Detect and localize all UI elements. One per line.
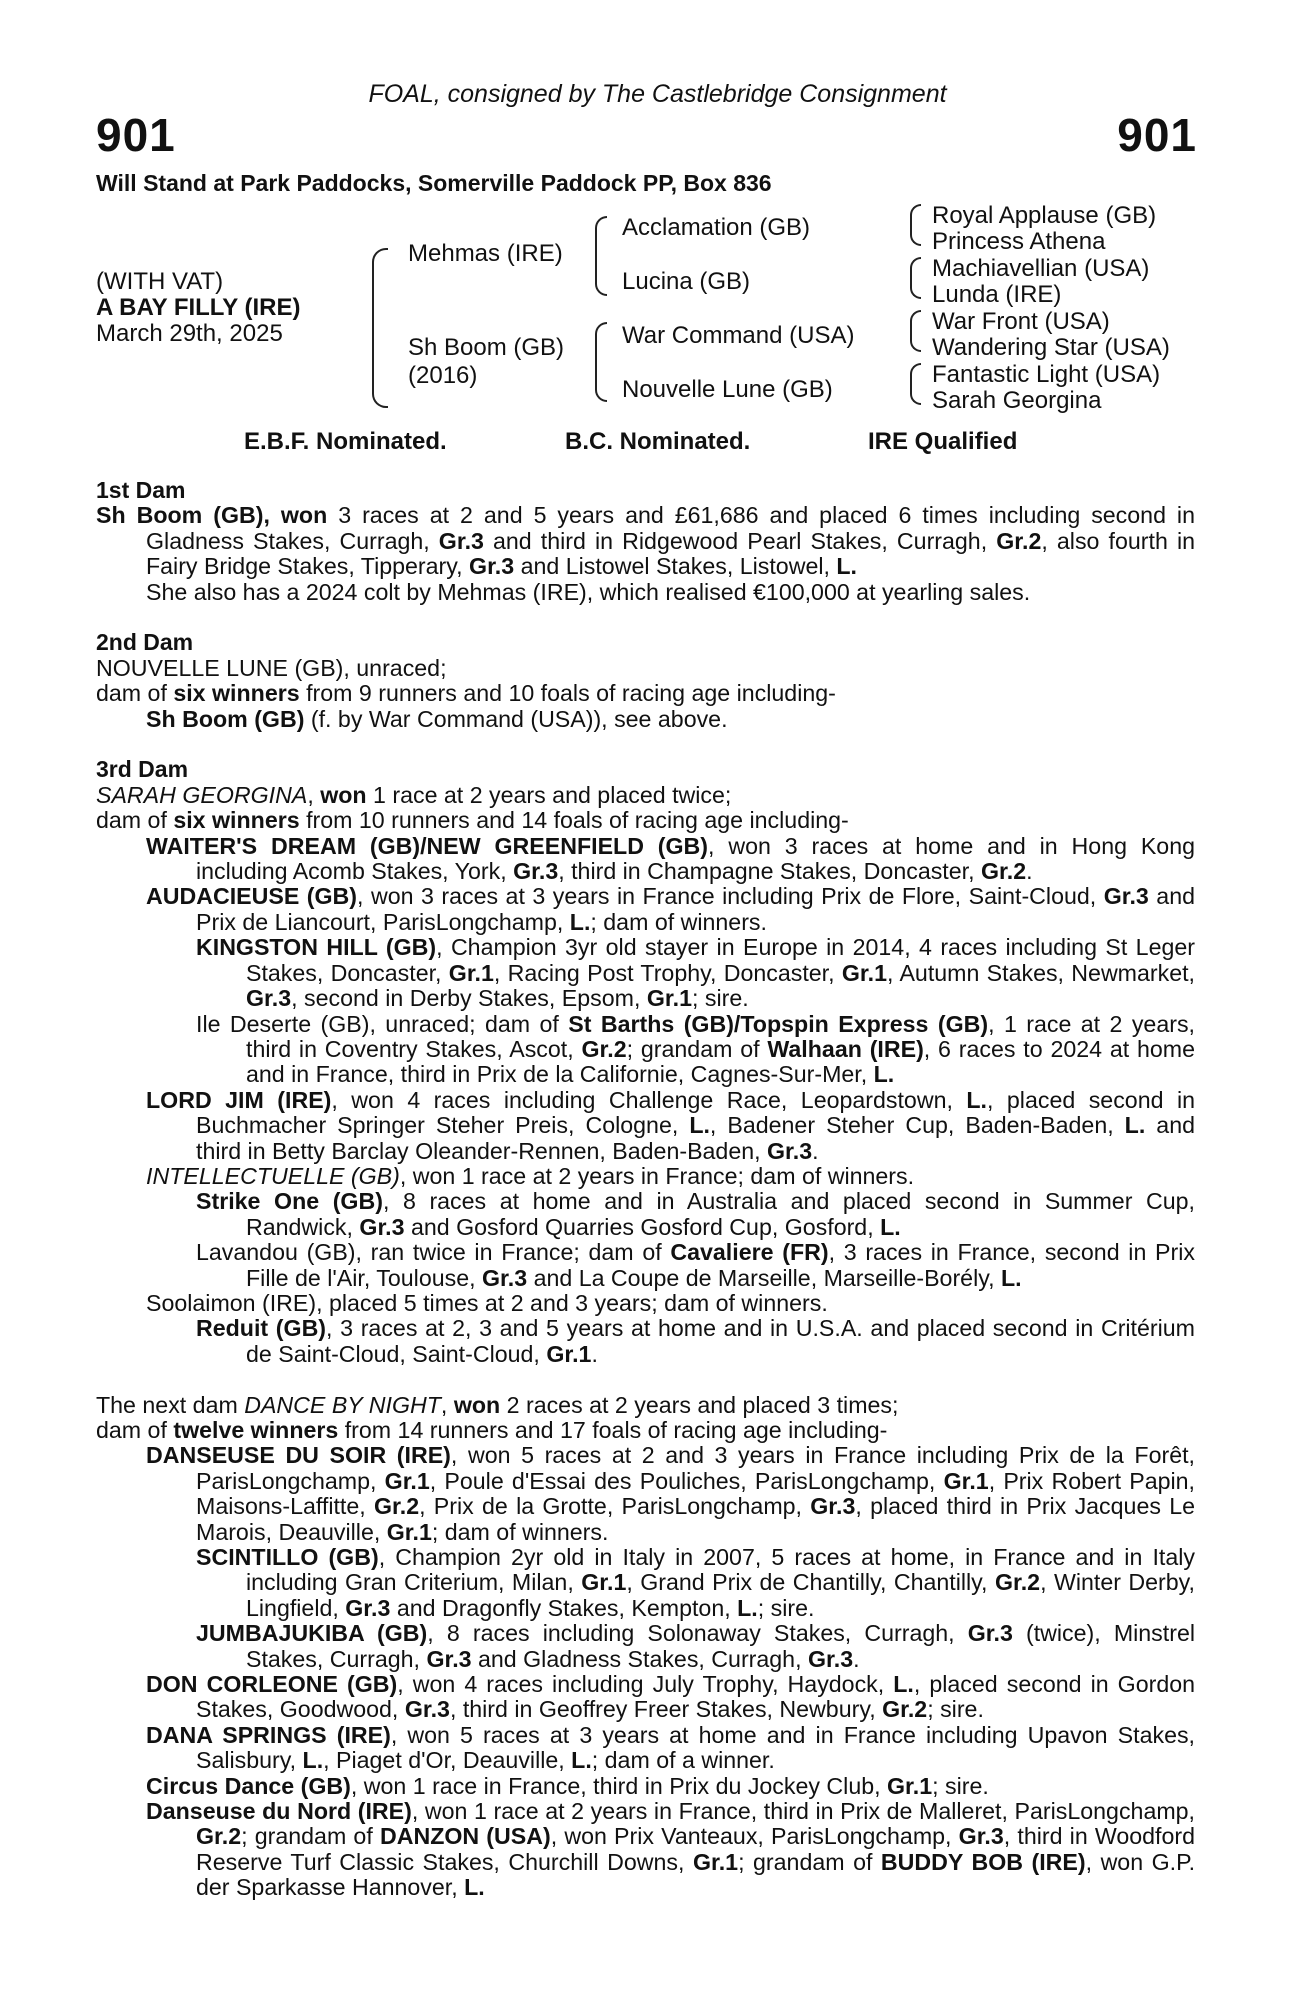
pedigree-brace-g78	[910, 363, 921, 405]
next-dam-entry: JUMBAJUKIBA (GB), 8 races including Solonaway Stakes, Curragh, Gr.3 (twice), Minstrel Stakes, Curragh, Gr.3 and Gladness Stakes, Curragh, Gr.3.	[196, 1620, 1195, 1672]
first-dam-record: Sh Boom (GB), won 3 races at 2 and 5 years and £61,686 and placed 6 times including second in Gladness Stakes, Curragh, Gr.3 and third in Ridgewood Pearl Stakes, Curragh, Gr.2, also fourth in Fairy Bridge Stakes, Tipperary, Gr.3 and Listowel Stakes, Listowel, L.	[96, 502, 1195, 580]
second-dam-heading: 2nd Dam	[96, 629, 194, 656]
horse-name: A BAY FILLY (IRE)	[96, 294, 301, 321]
second-dam-line: NOUVELLE LUNE (GB), unraced;	[96, 654, 447, 681]
first-dam-note: She also has a 2024 colt by Mehmas (IRE), which realised €100,000 at yearling sales.	[146, 578, 1031, 605]
vat-label: (WITH VAT)	[96, 268, 224, 295]
next-dam-entry: SCINTILLO (GB), Champion 2yr old in Italy in 2007, 5 races at home, in France and in Italy including Gran Criterium, Milan, Gr.1, Grand Prix de Chantilly, Chantilly, Gr.2, Winter Derby, Lingfield, Gr.3 and Dragonfly Stakes, Kempton, L.; sire.	[196, 1544, 1195, 1621]
granddam-2: Princess Athena	[932, 228, 1106, 255]
pedigree-brace-main	[372, 248, 388, 408]
ire-qualified: IRE Qualified	[868, 428, 1018, 455]
pedigree-brace-sire	[595, 216, 607, 296]
third-dam-entry: Strike One (GB), 8 races at home and in Australia and placed second in Summer Cup, Randwick, Gr.3 and Gosford Quarries Gosford Cup, Gosford, L.	[196, 1188, 1195, 1240]
stand-location: Will Stand at Park Paddocks, Somerville Paddock PP, Box 836	[96, 170, 772, 196]
third-dam-entry: WAITER'S DREAM (GB)/NEW GREENFIELD (GB), won 3 races at home and in Hong Kong including Acomb Stakes, York, Gr.3, third in Champagne Stakes, Doncaster, Gr.2.	[146, 832, 1195, 885]
lot-number-right: 901	[1117, 109, 1197, 161]
next-dam-entry: DANA SPRINGS (IRE), won 5 races at 3 years at home and in France including Upavon Stakes, Salisbury, L., Piaget d'Or, Deauville, L.; dam of a winner.	[146, 1721, 1195, 1774]
dam-dam: Nouvelle Lune (GB)	[622, 376, 833, 403]
next-dam-produce: dam of twelve winners from 14 runners and 17 foals of racing age including-	[96, 1416, 888, 1443]
third-dam-entry: Soolaimon (IRE), placed 5 times at 2 and 3 years; dam of winners.	[146, 1289, 828, 1316]
dam-year: (2016)	[408, 362, 478, 389]
grandsire-5: War Front (USA)	[932, 308, 1110, 335]
grandsire-7: Fantastic Light (USA)	[932, 361, 1161, 388]
sire-sire: Acclamation (GB)	[622, 214, 811, 241]
sire-name: Mehmas (IRE)	[408, 240, 563, 267]
next-dam-line: The next dam DANCE BY NIGHT, won 2 races at 2 years and placed 3 times;	[96, 1391, 899, 1418]
third-dam-heading: 3rd Dam	[96, 756, 189, 783]
lot-number-left: 901	[96, 109, 176, 161]
second-dam-produce: dam of six winners from 9 runners and 10 foals of racing age including-	[96, 680, 836, 707]
third-dam-entry: Ile Deserte (GB), unraced; dam of St Barths (GB)/Topspin Express (GB), 1 race at 2 years, third in Coventry Stakes, Ascot, Gr.2; grandam of Walhaan (IRE), 6 races to 2024 at home and in France, third in Prix de la Californie, Cagnes-Sur-Mer, L.	[196, 1010, 1195, 1088]
pedigree-brace-g12	[910, 204, 921, 246]
grandsire-3: Machiavellian (USA)	[932, 255, 1150, 282]
sire-dam: Lucina (GB)	[622, 268, 751, 295]
third-dam-entry: Lavandou (GB), ran twice in France; dam of Cavaliere (FR), 3 races in France, second in Prix Fille de l'Air, Toulouse, Gr.3 and La Coupe de Marseille, Marseille-Borély, L.	[196, 1239, 1195, 1291]
next-dam-entry: Circus Dance (GB), won 1 race in France, third in Prix du Jockey Club, Gr.1; sire.	[146, 1772, 989, 1799]
consignment-line: FOAL, consigned by The Castlebridge Consignment	[368, 80, 947, 108]
second-dam-winner: Sh Boom (GB) (f. by War Command (USA)), see above.	[146, 705, 728, 732]
next-dam-entry: Danseuse du Nord (IRE), won 1 race at 2 years in France, third in Prix de Malleret, ParisLongchamp, Gr.2; grandam of DANZON (USA), won Prix Vanteaux, ParisLongchamp, Gr.3, third in Woodford Reserve Turf Classic Stakes, Churchill Downs, Gr.1; grandam of BUDDY BOB (IRE), won G.P. der Sparkasse Hannover, L.	[146, 1798, 1196, 1901]
grandsire-1: Royal Applause (GB)	[932, 202, 1157, 229]
pedigree-brace-g34	[910, 257, 921, 299]
pedigree-brace-g56	[910, 310, 921, 352]
pedigree-brace-dam	[595, 322, 607, 402]
third-dam-entry: INTELLECTUELLE (GB), won 1 race at 2 years in France; dam of winners.	[146, 1162, 915, 1189]
next-dam-entry: DANSEUSE DU SOIR (IRE), won 5 races at 2 and 3 years in France including Prix de la Forêt, ParisLongchamp, Gr.1, Poule d'Essai des Pouliches, ParisLongchamp, Gr.1, Prix Robert Papin, Maisons-Laffitte, Gr.2, Prix de la Grotte, ParisLongchamp, Gr.3, placed third in Prix Jacques Le Marois, Deauville, Gr.1; dam of winners.	[146, 1442, 1195, 1545]
third-dam-entry: KINGSTON HILL (GB), Champion 3yr old stayer in Europe in 2014, 4 races including St Leger Stakes, Doncaster, Gr.1, Racing Post Trophy, Doncaster, Gr.1, Autumn Stakes, Newmarket, Gr.3, second in Derby Stakes, Epsom, Gr.1; sire.	[196, 934, 1195, 1012]
granddam-6: Wandering Star (USA)	[932, 334, 1170, 361]
third-dam-line: SARAH GEORGINA, won 1 race at 2 years and placed twice;	[96, 781, 732, 808]
bc-nomination: B.C. Nominated.	[565, 428, 751, 455]
granddam-8: Sarah Georgina	[932, 387, 1102, 414]
granddam-4: Lunda (IRE)	[932, 281, 1062, 308]
catalogue-body	[96, 478, 1195, 1901]
foaling-date: March 29th, 2025	[96, 320, 283, 347]
dam-sire: War Command (USA)	[622, 322, 855, 349]
ebf-nomination: E.B.F. Nominated.	[244, 428, 447, 455]
dam-name: Sh Boom (GB)	[408, 334, 565, 361]
first-dam-heading: 1st Dam	[96, 477, 186, 503]
third-dam-entry: AUDACIEUSE (GB), won 3 races at 3 years in France including Prix de Flore, Saint-Cloud, Gr.3 and Prix de Liancourt, ParisLongchamp, L.; dam of winners.	[146, 883, 1195, 935]
third-dam-entry: Reduit (GB), 3 races at 2, 3 and 5 years at home and in U.S.A. and placed second in Critérium de Saint-Cloud, Saint-Cloud, Gr.1.	[196, 1315, 1195, 1367]
next-dam-entry: DON CORLEONE (GB), won 4 races including July Trophy, Haydock, L., placed second in Gordon Stakes, Goodwood, Gr.3, third in Geoffrey Freer Stakes, Newbury, Gr.2; sire.	[146, 1671, 1196, 1723]
third-dam-produce: dam of six winners from 10 runners and 14 foals of racing age including-	[96, 807, 849, 834]
third-dam-entry: LORD JIM (IRE), won 4 races including Challenge Race, Leopardstown, L., placed second in Buchmacher Springer Steher Preis, Cologne, L., Badener Steher Cup, Baden-Baden, L. and third in Betty Barclay Oleander-Rennen, Baden-Baden, Gr.3.	[146, 1086, 1196, 1164]
